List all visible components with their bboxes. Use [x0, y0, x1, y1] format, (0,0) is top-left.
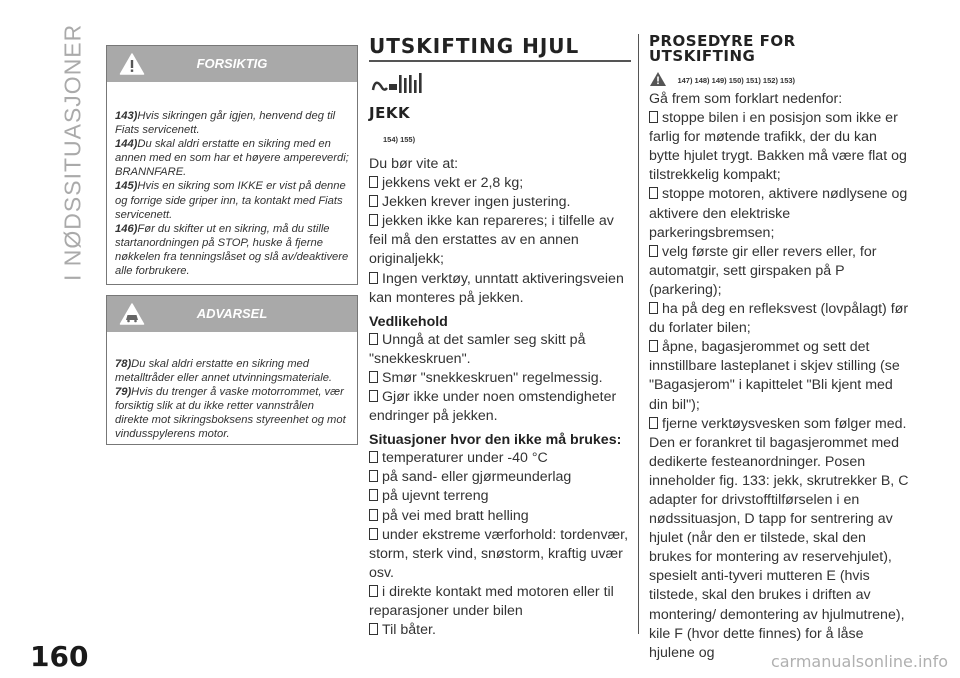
jack-intro: Du bør vite at: [369, 156, 459, 172]
list-item-text: temperaturer under -40 °C [382, 450, 548, 467]
not-use-heading: Situasjoner hvor den ikke må brukes: [369, 432, 622, 449]
list-item-text: jekken ikke kan repareres; i tilfelle av feil må den erstattes av en annen originaljekk; [369, 213, 614, 268]
procedure-column [649, 34, 909, 663]
maintenance-heading: Vedlikehold [369, 313, 448, 330]
list-item [369, 526, 631, 583]
list-item [649, 300, 909, 338]
bullet-box-icon [649, 245, 658, 257]
list-item-text: Jekken krever ingen justering. [382, 194, 571, 211]
wheel-symbol-icon [369, 70, 631, 103]
list-item-text: på ujevnt terreng [382, 488, 489, 505]
list-item-text: Unngå at det samler seg skitt på "snekkeskruen". [369, 331, 586, 367]
note-number: 79) [115, 386, 132, 399]
list-item-text: jekkens vekt er 2,8 kg; [382, 175, 524, 192]
list-item [369, 621, 631, 640]
note-number: 78) [115, 358, 132, 370]
list-item-text: under ekstreme værforhold: tordenvær, storm, sterk vind, snøstorm, kraftig uvær osv. [369, 526, 629, 581]
list-item [649, 415, 909, 663]
bullet-box-icon [369, 333, 378, 345]
jack-refs: 154) 155) [383, 135, 416, 144]
note-number: 146) [115, 222, 138, 235]
list-item [369, 174, 631, 193]
bullet-box-icon [369, 176, 378, 188]
list-item-text: velg første gir eller revers eller, for automatgir, sett girspaken på P (parkering); [649, 243, 877, 298]
bullet-box-icon [649, 340, 658, 352]
note-item [115, 179, 349, 221]
note-item [115, 385, 349, 441]
bullet-box-icon [369, 528, 378, 540]
chapter-title: I NØDSSITUASJONER [59, 23, 86, 282]
heading-rule [369, 60, 631, 62]
warning-triangle-small-icon [649, 71, 667, 92]
warning-list [107, 350, 357, 451]
bullet-box-icon [649, 302, 658, 314]
procedure-heading-line2: UTSKIFTING [649, 47, 756, 65]
list-item-text: ha på deg en refleksvest (lovpålagt) før du forlater bilen; [649, 301, 909, 337]
list-item-text: på sand- eller gjørmeunderlag [382, 469, 572, 486]
column-divider [638, 34, 639, 634]
note-number: 144) [115, 138, 138, 151]
caution-list [107, 102, 357, 287]
note-item [115, 109, 349, 137]
list-item-text: stoppe motoren, aktivere nødlysene og aktivere den elektriske parkeringsbremsen; [649, 186, 908, 241]
list-item-text: Smør "snekkeskruen" regelmessig. [382, 369, 603, 386]
list-item [369, 468, 631, 487]
bullet-box-icon [369, 390, 378, 402]
list-item [369, 212, 631, 269]
list-item [369, 583, 631, 621]
bullet-box-icon [369, 470, 378, 482]
note-text: Hvis sikringen går igjen, henvend deg til Fiats servicenett. [115, 110, 336, 137]
list-item [649, 185, 909, 242]
warning-header [107, 296, 357, 332]
bullet-box-icon [369, 214, 378, 226]
warning-title: ADVARSEL [196, 306, 268, 321]
note-text: Du skal aldri erstatte en sikring med en annen med en som har et høyere ampereverdi; BRANNFARE. [115, 138, 349, 179]
bullet-box-icon [369, 585, 378, 597]
bullet-box-icon [369, 371, 378, 383]
note-text: Du skal aldri erstatte en sikring med metalltråder eller annet utvinningsmateriale. [115, 358, 333, 385]
bullet-box-icon [369, 451, 378, 463]
list-item-text: stoppe bilen i en posisjon som ikke er farlig for møtende trafikk, der du kan bytte hjulet trygt. Bakken må være flat og tilstrekkelig kompakt; [649, 110, 907, 184]
bullet-box-icon [649, 187, 658, 199]
maintenance-list [369, 331, 631, 426]
note-text: Før du skifter ut en sikring, må du stille startanordningen på STOP, huske å fjerne nøkkelen fra tenningslåset og slå av/deaktivere alle forbrukere. [115, 222, 349, 278]
list-item [649, 243, 909, 300]
list-item [369, 449, 631, 468]
page-number: 160 [30, 640, 89, 673]
list-item-text: Gjør ikke under noen omstendigheter endringer på jekken. [369, 389, 617, 425]
list-item [369, 193, 631, 212]
section-heading: UTSKIFTING HJUL [369, 34, 580, 58]
not-use-list [369, 449, 631, 640]
list-item [369, 388, 631, 426]
bullet-box-icon [369, 509, 378, 521]
note-item [115, 137, 349, 179]
bullet-box-icon [369, 272, 378, 284]
jack-facts-list [369, 174, 631, 308]
caution-box [106, 45, 358, 285]
list-item-text: på vei med bratt helling [382, 507, 529, 524]
list-item [649, 109, 909, 185]
note-text: Hvis du trenger å vaske motorrommet, vær forsiktig slik at du ikke retter vannstrålen direkte mot sikringsboksens styreenhet og mot vindusspylerens motor. [115, 386, 346, 441]
warning-box [106, 295, 358, 445]
list-item [649, 338, 909, 414]
procedure-intro: Gå frem som forklart nedenfor: [649, 91, 843, 107]
bullet-box-icon [369, 489, 378, 501]
bullet-box-icon [369, 195, 378, 207]
wheel-change-column [369, 34, 631, 640]
procedure-refs: 147) 148) 149) 150) 151) 152) 153) [677, 76, 796, 85]
jack-heading: JEKK [369, 104, 411, 122]
caution-header [107, 46, 357, 82]
list-item [369, 331, 631, 369]
note-item [115, 357, 349, 385]
note-number: 145) [115, 180, 138, 193]
bullet-box-icon [649, 111, 658, 123]
bullet-box-icon [369, 623, 378, 635]
note-item [115, 222, 349, 278]
list-item [369, 270, 631, 308]
note-text: Hvis en sikring som IKKE er vist på denne og forrige side griper inn, ta kontakt med Fiats servicenett. [115, 180, 346, 221]
note-number: 143) [115, 110, 138, 122]
bullet-box-icon [649, 417, 658, 429]
procedure-heading-line1: PROSEDYRE FOR [649, 32, 796, 50]
list-item [369, 487, 631, 506]
caution-title: FORSIKTIG [196, 56, 268, 71]
watermark: carmanualsonline.info [770, 652, 948, 671]
list-item-text: fjerne verktøysvesken som følger med. Den er forankret til bagasjerommet med dedikerte festeanordninger. Posen inneholder fig. 133: jekk, skrutrekker B, C adapter for drivstofftilførselen i en nødssituasjon, D tapp for sentrering av hjulet (når den er tilstede, skal den brukes for montering av reservehjulet), spesielt anti-tyveri mutteren E (hvis tilstede, skal den brukes i driften av montering/ demontering av hjulmutrene), kile F (hvor dette finnes) for å låse hjulene og [649, 415, 909, 661]
list-item-text: åpne, bagasjerommet og sett det innstillbare lasteplanet i skjev stilling (se "Bagasjerom" i kapittelet "Bli kjent med din bil"); [649, 339, 900, 413]
list-item-text: Ingen verktøy, unntatt aktiveringsveien kan monteres på jekken. [369, 270, 624, 306]
list-item-text: i direkte kontakt med motoren eller til reparasjoner under bilen [369, 583, 614, 619]
list-item [369, 507, 631, 526]
list-item [369, 369, 631, 388]
list-item-text: Til båter. [382, 622, 436, 639]
procedure-steps-list [649, 109, 909, 663]
